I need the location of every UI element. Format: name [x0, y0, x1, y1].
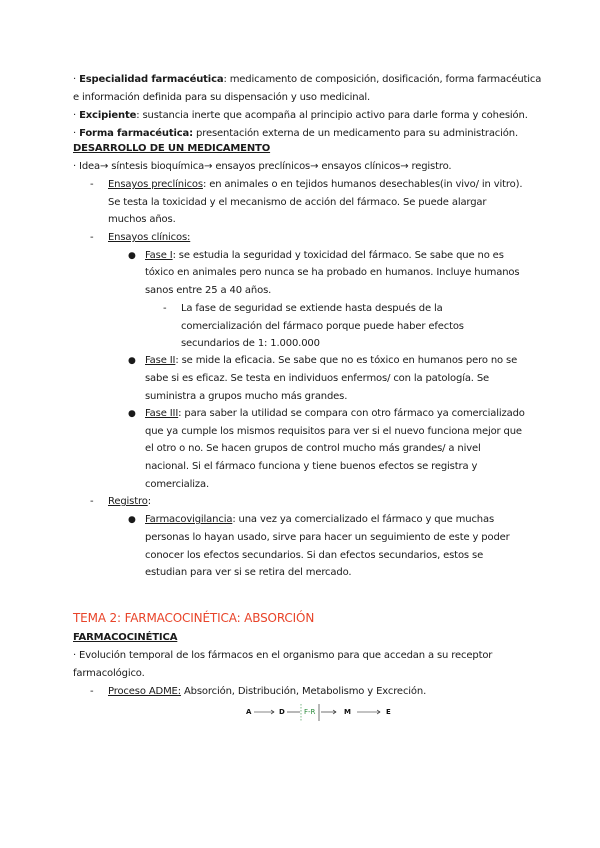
- bullet-marker: ●: [128, 356, 136, 366]
- farmacovigilancia-item: Farmacovigilancia: una vez ya comercializado el fármaco y que muchas: [145, 514, 495, 525]
- preclinicos-cont-2: muchos años.: [108, 214, 176, 225]
- section-heading-farmacocinetica: FARMACOCINÉTICA: [73, 632, 178, 643]
- bullet-marker: ●: [128, 515, 136, 525]
- section-heading-desarrollo: DESARROLLO DE UN MEDICAMENTO: [73, 143, 271, 154]
- diagram-label-fr: F-R: [304, 708, 316, 716]
- def-especialidad: · Especialidad farmacéutica: medicamento de composición, dosificación, forma farmacéutica: [73, 74, 542, 85]
- def-especialidad-cont: e información definida para su dispensación y uso medicinal.: [73, 92, 371, 103]
- adme-flow-diagram: [240, 701, 400, 727]
- farmacovigilancia-cont-1: personas lo hayan usado, sirve para hacer un seguimiento de este y poder: [145, 532, 510, 543]
- fase2-item: Fase II: se mide la eficacia. Se sabe que no es tóxico en humanos pero no se: [145, 355, 518, 366]
- clinicos-item: Ensayos clínicos:: [108, 232, 191, 243]
- dash-marker: -: [90, 179, 94, 190]
- diagram-label-e: E: [386, 708, 391, 716]
- bullet-marker: ●: [128, 251, 136, 261]
- fase1-cont-2: sanos entre 25 a 40 años.: [145, 285, 272, 296]
- dash-marker: -: [90, 686, 94, 697]
- fase3-item: Fase III: para saber la utilidad se compara con otro fármaco ya comercializado: [145, 408, 525, 419]
- preclinicos-item: Ensayos preclínicos: en animales o en tejidos humanos desechables(in vivo/ in vitro).: [108, 179, 523, 190]
- fase1-sub-1: La fase de seguridad se extiende hasta después de la: [181, 303, 443, 314]
- def-forma: · Forma farmacéutica: presentación externa de un medicamento para su administración.: [73, 128, 518, 139]
- bullet-marker: ●: [128, 409, 136, 419]
- def-excipiente: · Excipiente: sustancia inerte que acompaña al principio activo para darle forma y cohesión.: [73, 110, 528, 121]
- fase3-cont-2: el otro o no. Se hacen grupos de control mucho más grandes/ a nivel: [145, 443, 481, 454]
- farmacocinetica-definition: · Evolución temporal de los fármacos en el organismo para que accedan a su receptor: [73, 650, 493, 661]
- fase2-cont-2: suministra a grupos mucho más grandes.: [145, 391, 348, 402]
- fase3-cont-1: que ya cumple los mismos requisitos para ver si el nuevo funciona mejor que: [145, 426, 522, 437]
- fase1-sub-2: comercialización del fármaco porque puede haber efectos: [181, 321, 464, 332]
- diagram-label-a: A: [246, 708, 252, 716]
- fase3-cont-3: nacional. Si el fármaco funciona y tiene buenos efectos se registra y: [145, 461, 478, 472]
- adme-item: Proceso ADME: Absorción, Distribución, Metabolismo y Excreción.: [108, 686, 427, 697]
- dash-marker: -: [90, 496, 94, 507]
- diagram-label-d: D: [279, 708, 285, 716]
- farmacovigilancia-cont-2: conocer los efectos secundarios. Si dan efectos secundarios, estos se: [145, 550, 484, 561]
- idea-sequence: · Idea→ síntesis bioquímica→ ensayos preclínicos→ ensayos clínicos→ registro.: [73, 161, 452, 172]
- farmacocinetica-definition-cont: farmacológico.: [73, 668, 145, 679]
- dash-marker: -: [163, 303, 167, 314]
- preclinicos-cont-1: Se testa la toxicidad y el mecanismo de acción del fármaco. Se puede alargar: [108, 197, 487, 208]
- fase1-cont-1: tóxico en animales pero nunca se ha probado en humanos. Incluye humanos: [145, 267, 520, 278]
- fase1-sub-3: secundarios de 1: 1.000.000: [181, 338, 320, 349]
- fase2-cont-1: sabe si es eficaz. Se testa en individuos enfermos/ con la patología. Se: [145, 373, 490, 384]
- fase1-item: Fase I: se estudia la seguridad y toxicidad del fármaco. Se sabe que no es: [145, 250, 504, 261]
- tema2-title: TEMA 2: FARMACOCINÉTICA: ABSORCIÓN: [73, 611, 315, 625]
- diagram-label-m: M: [344, 708, 351, 716]
- fase3-cont-4: comercializa.: [145, 479, 209, 490]
- farmacovigilancia-cont-3: estudian para ver si se retira del mercado.: [145, 567, 352, 578]
- dash-marker: -: [90, 232, 94, 243]
- registro-item: Registro:: [108, 496, 151, 507]
